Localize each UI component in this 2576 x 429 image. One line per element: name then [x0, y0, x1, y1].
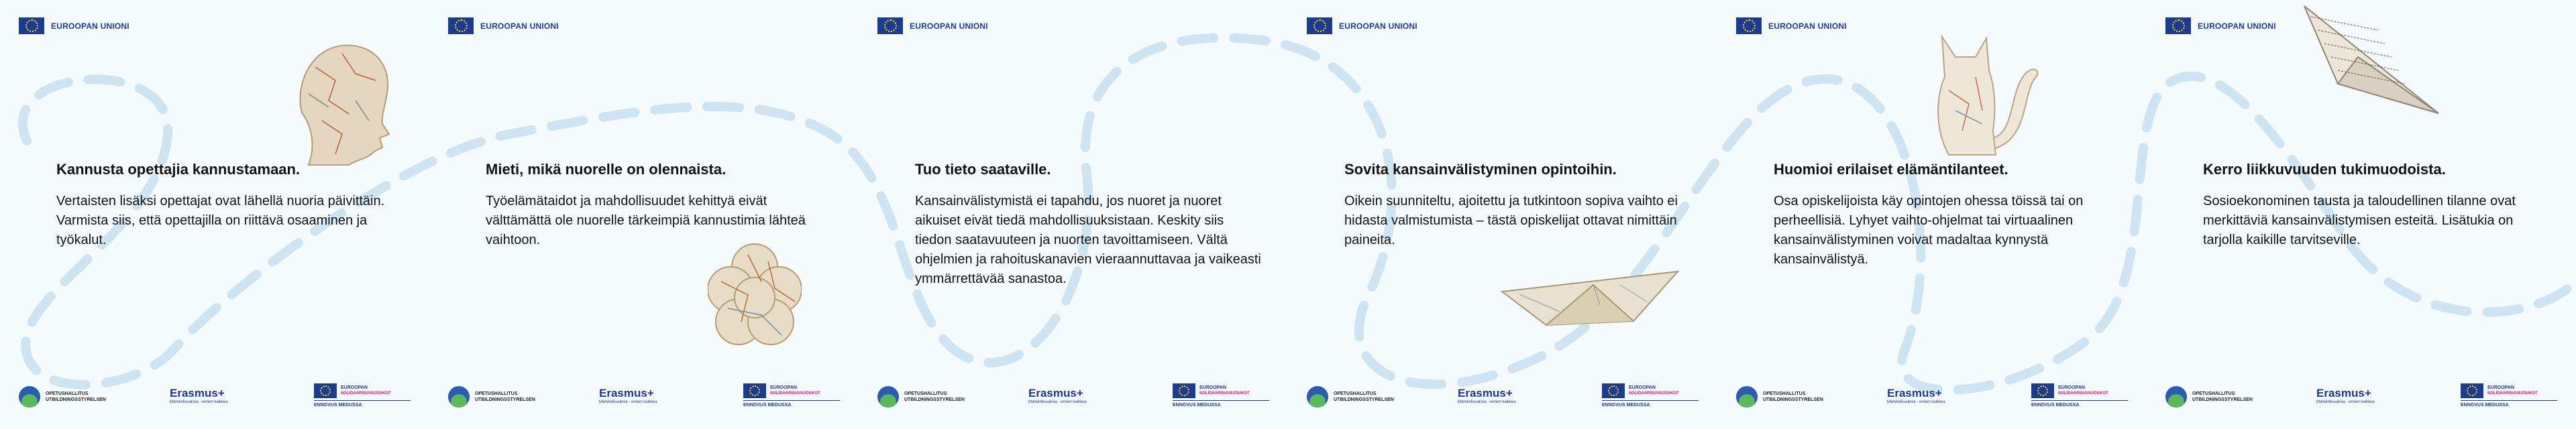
map-head-icon	[295, 40, 396, 168]
eu-label: EUROOPAN UNIONI	[1339, 21, 1417, 31]
panel-heading: Sovita kansainvälistyminen opintoihin.	[1344, 161, 1617, 178]
eslk-line3: ENNOVUS MEDUSSA	[2461, 403, 2509, 408]
oph-logo-icon	[19, 386, 40, 408]
eslk-line2: SOLIDAARISUUSJOUKOT	[1629, 391, 1679, 395]
eslk-line3: ENNOVUS MEDUSSA	[1602, 403, 1650, 408]
oph-logo-icon	[1736, 386, 1758, 408]
erasmus-tag: Mahdollisuuksia · ennen kaikkea	[2316, 400, 2375, 404]
oph-line1: OPETUSHALLITUS	[1334, 391, 1377, 396]
oph-logo-icon	[448, 386, 470, 408]
eslk-line2: SOLIDAARISUUSJOUKOT	[341, 391, 391, 395]
erasmus-name: Erasmus+	[1458, 387, 1513, 400]
oph-logo-icon	[1307, 386, 1328, 408]
panel-heading: Kannusta opettajia kannustamaan.	[56, 161, 301, 178]
erasmus-name: Erasmus+	[1028, 387, 1083, 400]
eslk-line1: EUROOPAN	[2058, 385, 2085, 390]
eu-flag-icon	[19, 17, 44, 34]
panel-heading: Mieti, mikä nuorelle on olennaista.	[486, 161, 727, 178]
oph-logo-icon	[2165, 386, 2187, 408]
erasmus-logo	[2316, 387, 2375, 405]
oph-line2: UTBILDNINGSSTYRELSEN	[2192, 397, 2253, 402]
footer-logos	[2165, 383, 2557, 413]
eu-flag-icon	[1307, 17, 1332, 34]
panel-3	[859, 0, 1288, 429]
panel-1	[0, 0, 429, 429]
erasmus-logo	[1458, 387, 1516, 405]
eslk-line3: ENNOVUS MEDUSSA	[2031, 403, 2080, 408]
solidarity-corps-logo	[2031, 383, 2128, 408]
panel-body: Sosioekonominen tausta ja taloudellinen tilanne ovat merkittäviä kansainvälistymisen esteitä. Lisätukia on tarjolla kaikille tarvitseville.	[2203, 194, 2516, 248]
erasmus-tag: Mahdollisuuksia · ennen kaikkea	[1028, 400, 1087, 404]
footer-logos	[877, 383, 1269, 413]
oph-line2: UTBILDNINGSSTYRELSEN	[1334, 397, 1394, 402]
eu-flag-icon	[1602, 383, 1625, 398]
panel-body: Työelämätaidot ja mahdollisuudet kehittyä eivät välttämättä ole nuorelle tärkeimpiä kannustimia lähteä vaihtoon.	[486, 194, 806, 248]
eu-flag-icon	[2165, 17, 2191, 34]
eu-label: EUROOPAN UNIONI	[51, 21, 129, 31]
eu-flag-icon	[743, 383, 766, 398]
erasmus-tag: Mahdollisuuksia · ennen kaikkea	[599, 400, 657, 404]
solidarity-corps-logo	[1173, 383, 1269, 408]
erasmus-logo	[599, 387, 657, 405]
oph-line1: OPETUSHALLITUS	[1763, 391, 1806, 396]
oph-line2: UTBILDNINGSSTYRELSEN	[46, 397, 106, 402]
eslk-line2: SOLIDAARISUUSJOUKOT	[2058, 391, 2108, 395]
paper-plane-icon	[2298, 3, 2442, 117]
solidarity-corps-logo	[743, 383, 840, 408]
oph-logo	[448, 386, 535, 408]
erasmus-tag: Mahdollisuuksia · ennen kaikkea	[1458, 400, 1516, 404]
oph-logo	[877, 386, 965, 408]
eslk-line2: SOLIDAARISUUSJOUKOT	[1199, 391, 1250, 395]
panel-heading: Kerro liikkuvuuden tukimuodoista.	[2203, 161, 2446, 178]
solidarity-corps-logo	[2461, 383, 2557, 408]
panel-content	[56, 161, 405, 250]
erasmus-logo	[170, 387, 228, 405]
eslk-line3: ENNOVUS MEDUSSA	[743, 403, 792, 408]
eslk-line3: ENNOVUS MEDUSSA	[1173, 403, 1221, 408]
eslk-line2: SOLIDAARISUUSJOUKOT	[770, 391, 820, 395]
footer-logos	[1307, 383, 1699, 413]
oph-logo	[1307, 386, 1394, 408]
footer-logos	[19, 383, 411, 413]
oph-logo	[2165, 386, 2253, 408]
panel-content	[2203, 161, 2552, 250]
panel-2	[429, 0, 859, 429]
erasmus-logo	[1028, 387, 1087, 405]
erasmus-logo	[1887, 387, 1945, 405]
panel-body: Kansainvälistymistä ei tapahdu, jos nuoret ja nuoret aikuiset eivät tiedä mahdollisuuksistaan. Keskity siis tiedon saatavuuteen ja nuorten tavoittamiseen. Vältä ohjelmien ja rahoituskanavien vieraannuttavaa ja vaikeasti ymmärrettävää sanastoa.	[915, 194, 1261, 287]
oph-logo	[19, 386, 106, 408]
panel-body: Osa opiskelijoista käy opintojen ohessa töissä tai on perheellisiä. Lyhyet vaihto-ohjelmat tai virtuaalinen kansainvälistyminen voivat madaltaa kynnystä kansainvälistyä.	[1774, 194, 2084, 267]
eu-label: EUROOPAN UNIONI	[2198, 21, 2276, 31]
eslk-line3: ENNOVUS MEDUSSA	[314, 403, 362, 408]
panel-heading: Huomioi erilaiset elämäntilanteet.	[1774, 161, 2008, 178]
erasmus-name: Erasmus+	[599, 387, 654, 400]
panel-content	[1774, 161, 2123, 269]
footer-logos	[1736, 383, 2128, 413]
eu-label: EUROOPAN UNIONI	[1768, 21, 1847, 31]
oph-line2: UTBILDNINGSSTYRELSEN	[1763, 397, 1823, 402]
panel-body: Vertaisten lisäksi opettajat ovat lähellä nuoria päivittäin. Varmista siis, että opettajilla on riittävä osaaminen ja työkalut.	[56, 194, 385, 248]
eslk-line1: EUROOPAN	[770, 385, 797, 390]
panel-5	[1717, 0, 2147, 429]
eu-header	[2165, 17, 2276, 34]
eu-label: EUROOPAN UNIONI	[910, 21, 988, 31]
erasmus-tag: Mahdollisuuksia · ennen kaikkea	[1887, 400, 1945, 404]
erasmus-tag: Mahdollisuuksia · ennen kaikkea	[170, 400, 228, 404]
panel-content	[486, 161, 835, 250]
eslk-line1: EUROOPAN	[2487, 385, 2514, 390]
oph-line2: UTBILDNINGSSTYRELSEN	[904, 397, 965, 402]
eu-header	[448, 17, 559, 34]
eu-header	[877, 17, 988, 34]
oph-line1: OPETUSHALLITUS	[46, 391, 89, 396]
map-flower-icon	[708, 241, 802, 355]
eslk-line1: EUROOPAN	[1199, 385, 1226, 390]
footer-logos	[448, 383, 840, 413]
eu-flag-icon	[448, 17, 474, 34]
map-cat-icon	[1929, 30, 2043, 161]
eu-flag-icon	[2461, 383, 2483, 398]
erasmus-name: Erasmus+	[170, 387, 225, 400]
panel-4	[1288, 0, 1717, 429]
eslk-line1: EUROOPAN	[1629, 385, 1656, 390]
eslk-line2: SOLIDAARISUUSJOUKOT	[2487, 391, 2538, 395]
oph-line2: UTBILDNINGSSTYRELSEN	[475, 397, 535, 402]
eu-header	[1736, 17, 1847, 34]
eu-flag-icon	[1736, 17, 1762, 34]
eslk-line1: EUROOPAN	[341, 385, 368, 390]
panel-body: Oikein suunniteltu, ajoitettu ja tutkintoon sopiva vaihto ei hidasta valmistumista – tästä opiskelijat ottavat nimittäin paineita.	[1344, 194, 1678, 248]
oph-line1: OPETUSHALLITUS	[475, 391, 518, 396]
oph-logo-icon	[877, 386, 899, 408]
eu-flag-icon	[314, 383, 337, 398]
solidarity-corps-logo	[1602, 383, 1699, 408]
eu-flag-icon	[1173, 383, 1195, 398]
paper-boat-icon	[1499, 265, 1680, 332]
oph-line1: OPETUSHALLITUS	[904, 391, 947, 396]
eu-flag-icon	[2031, 383, 2054, 398]
eu-header	[19, 17, 129, 34]
solidarity-corps-logo	[314, 383, 411, 408]
panel-6	[2147, 0, 2576, 429]
panel-content	[1344, 161, 1693, 250]
erasmus-name: Erasmus+	[1887, 387, 1942, 400]
panel-heading: Tuo tieto saataville.	[915, 161, 1051, 178]
oph-logo	[1736, 386, 1823, 408]
erasmus-name: Erasmus+	[2316, 387, 2371, 400]
eu-header	[1307, 17, 1417, 34]
eu-label: EUROOPAN UNIONI	[480, 21, 559, 31]
eu-flag-icon	[877, 17, 903, 34]
panel-content	[915, 161, 1264, 289]
oph-line1: OPETUSHALLITUS	[2192, 391, 2235, 396]
